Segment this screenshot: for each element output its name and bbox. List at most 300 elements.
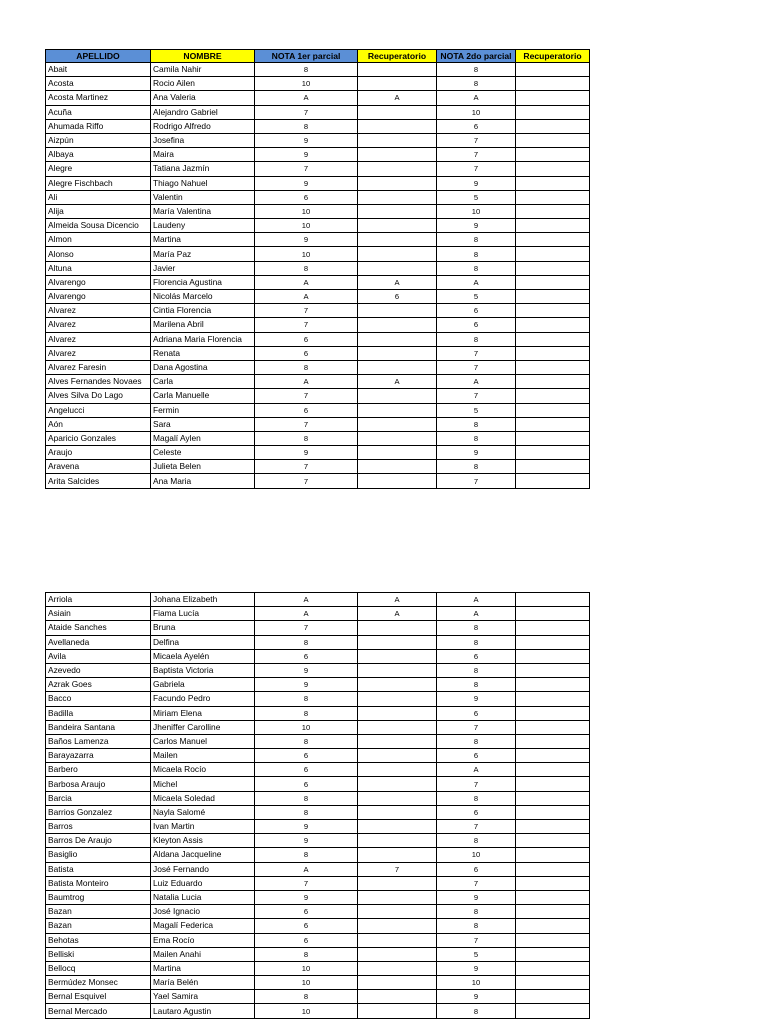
cell-recuperatorio-1	[358, 304, 437, 318]
cell-nota-1er-parcial: 10	[255, 720, 358, 734]
cell-nota-2do-parcial: 7	[437, 360, 516, 374]
cell-recuperatorio-1	[358, 63, 437, 77]
cell-recuperatorio-1	[358, 360, 437, 374]
cell-nota-2do-parcial: 10	[437, 105, 516, 119]
cell-apellido: Araujo	[46, 446, 151, 460]
cell-nota-2do-parcial: A	[437, 91, 516, 105]
cell-apellido: Batista	[46, 862, 151, 876]
cell-nota-2do-parcial: 7	[437, 933, 516, 947]
cell-recuperatorio-1	[358, 692, 437, 706]
cell-nombre: Aldana Jacqueline	[151, 848, 255, 862]
cell-nota-2do-parcial: 8	[437, 791, 516, 805]
cell-apellido: Albaya	[46, 148, 151, 162]
cell-nota-1er-parcial: 7	[255, 162, 358, 176]
cell-nota-1er-parcial: 8	[255, 692, 358, 706]
cell-nota-1er-parcial: 9	[255, 446, 358, 460]
cell-apellido: Batista Monteiro	[46, 876, 151, 890]
cell-nota-2do-parcial: 8	[437, 417, 516, 431]
cell-nota-2do-parcial: 6	[437, 706, 516, 720]
cell-recuperatorio-2	[516, 848, 590, 862]
header-nombre: NOMBRE	[151, 50, 255, 63]
cell-recuperatorio-1	[358, 734, 437, 748]
cell-recuperatorio-2	[516, 976, 590, 990]
cell-apellido: Aón	[46, 417, 151, 431]
cell-apellido: Avila	[46, 649, 151, 663]
cell-nota-2do-parcial: 8	[437, 678, 516, 692]
cell-nota-1er-parcial: 7	[255, 474, 358, 488]
table-row	[46, 678, 590, 692]
cell-recuperatorio-1	[358, 834, 437, 848]
cell-nombre: Tatiana Jazmín	[151, 162, 255, 176]
cell-recuperatorio-2	[516, 91, 590, 105]
cell-recuperatorio-1	[358, 1004, 437, 1018]
cell-nombre: Carla Manuelle	[151, 389, 255, 403]
table-row	[46, 607, 590, 621]
cell-nota-2do-parcial: 5	[437, 190, 516, 204]
cell-recuperatorio-2	[516, 593, 590, 607]
cell-apellido: Bernal Esquivel	[46, 990, 151, 1004]
cell-recuperatorio-2	[516, 431, 590, 445]
cell-nota-2do-parcial: 10	[437, 976, 516, 990]
cell-nota-1er-parcial: A	[255, 91, 358, 105]
cell-nombre: Fiama Lucía	[151, 607, 255, 621]
table-row	[46, 431, 590, 445]
cell-apellido: Alegre Fischbach	[46, 176, 151, 190]
cell-apellido: Almon	[46, 233, 151, 247]
cell-recuperatorio-1	[358, 763, 437, 777]
header-nota-1er-parcial: NOTA 1er parcial	[255, 50, 358, 63]
cell-recuperatorio-2	[516, 805, 590, 819]
cell-nota-1er-parcial: 6	[255, 933, 358, 947]
cell-nota-1er-parcial: 8	[255, 261, 358, 275]
cell-recuperatorio-2	[516, 403, 590, 417]
cell-apellido: Badilla	[46, 706, 151, 720]
cell-nota-1er-parcial: 10	[255, 1004, 358, 1018]
cell-nombre: Magalí Aylen	[151, 431, 255, 445]
table-row	[46, 947, 590, 961]
cell-nota-2do-parcial: 7	[437, 148, 516, 162]
cell-recuperatorio-2	[516, 820, 590, 834]
cell-nota-1er-parcial: 10	[255, 976, 358, 990]
cell-nota-2do-parcial: 7	[437, 133, 516, 147]
cell-nota-2do-parcial: 9	[437, 990, 516, 1004]
table-row	[46, 176, 590, 190]
cell-nota-1er-parcial: 10	[255, 219, 358, 233]
cell-nota-1er-parcial: A	[255, 275, 358, 289]
cell-apellido: Aravena	[46, 460, 151, 474]
table-row	[46, 204, 590, 218]
cell-nota-2do-parcial: 9	[437, 890, 516, 904]
table-row	[46, 148, 590, 162]
cell-nota-2do-parcial: 6	[437, 805, 516, 819]
cell-recuperatorio-1	[358, 947, 437, 961]
cell-recuperatorio-2	[516, 105, 590, 119]
cell-nombre: Nicolás Marcelo	[151, 290, 255, 304]
cell-nota-1er-parcial: 7	[255, 876, 358, 890]
table-row	[46, 474, 590, 488]
cell-nombre: Carla	[151, 375, 255, 389]
table-row	[46, 848, 590, 862]
cell-nombre: Mailen	[151, 749, 255, 763]
cell-nota-2do-parcial: 6	[437, 119, 516, 133]
cell-recuperatorio-2	[516, 162, 590, 176]
cell-recuperatorio-2	[516, 389, 590, 403]
cell-apellido: Bermúdez Monsec	[46, 976, 151, 990]
cell-nota-2do-parcial: 8	[437, 919, 516, 933]
cell-recuperatorio-2	[516, 621, 590, 635]
cell-apellido: Alvarez	[46, 346, 151, 360]
table-row	[46, 692, 590, 706]
table-row	[46, 862, 590, 876]
cell-recuperatorio-2	[516, 275, 590, 289]
cell-apellido: Acuña	[46, 105, 151, 119]
cell-apellido: Belliski	[46, 947, 151, 961]
cell-recuperatorio-2	[516, 749, 590, 763]
cell-nota-2do-parcial: 5	[437, 947, 516, 961]
cell-recuperatorio-1: A	[358, 275, 437, 289]
cell-nombre: Dana Agostina	[151, 360, 255, 374]
cell-nota-2do-parcial: 7	[437, 162, 516, 176]
cell-apellido: Acosta	[46, 77, 151, 91]
cell-nota-2do-parcial: 10	[437, 848, 516, 862]
cell-nota-2do-parcial: 8	[437, 635, 516, 649]
cell-apellido: Bacco	[46, 692, 151, 706]
cell-nombre: Martina	[151, 961, 255, 975]
cell-recuperatorio-2	[516, 190, 590, 204]
cell-apellido: Barcia	[46, 791, 151, 805]
table-row	[46, 417, 590, 431]
cell-nota-1er-parcial: 9	[255, 820, 358, 834]
cell-nota-1er-parcial: 10	[255, 961, 358, 975]
cell-recuperatorio-1	[358, 417, 437, 431]
cell-nota-1er-parcial: 7	[255, 389, 358, 403]
cell-nota-1er-parcial: 7	[255, 304, 358, 318]
table-row	[46, 961, 590, 975]
cell-recuperatorio-1	[358, 919, 437, 933]
cell-nota-1er-parcial: 6	[255, 190, 358, 204]
table-row	[46, 233, 590, 247]
cell-apellido: Aizpún	[46, 133, 151, 147]
cell-nota-2do-parcial: 5	[437, 290, 516, 304]
cell-nota-1er-parcial: 7	[255, 621, 358, 635]
cell-nota-1er-parcial: 6	[255, 749, 358, 763]
cell-nota-1er-parcial: 8	[255, 360, 358, 374]
table-row	[46, 389, 590, 403]
table-row	[46, 905, 590, 919]
cell-recuperatorio-1	[358, 791, 437, 805]
cell-nota-2do-parcial: 8	[437, 63, 516, 77]
table-row	[46, 663, 590, 677]
table-row	[46, 346, 590, 360]
cell-recuperatorio-1	[358, 446, 437, 460]
cell-nota-1er-parcial: 6	[255, 403, 358, 417]
cell-recuperatorio-1	[358, 848, 437, 862]
table-row	[46, 290, 590, 304]
cell-nombre: José Ignacio	[151, 905, 255, 919]
cell-recuperatorio-1	[358, 332, 437, 346]
table-row	[46, 77, 590, 91]
cell-recuperatorio-1	[358, 233, 437, 247]
cell-nota-1er-parcial: A	[255, 607, 358, 621]
cell-nota-1er-parcial: 6	[255, 332, 358, 346]
cell-nota-1er-parcial: 6	[255, 763, 358, 777]
cell-apellido: Asiain	[46, 607, 151, 621]
cell-apellido: Baños Lamenza	[46, 734, 151, 748]
cell-apellido: Alegre	[46, 162, 151, 176]
cell-nombre: Julieta Belen	[151, 460, 255, 474]
cell-recuperatorio-1	[358, 749, 437, 763]
cell-recuperatorio-1	[358, 678, 437, 692]
cell-nota-1er-parcial: 8	[255, 119, 358, 133]
cell-recuperatorio-2	[516, 1004, 590, 1018]
cell-nota-2do-parcial: 7	[437, 876, 516, 890]
cell-nota-1er-parcial: 6	[255, 649, 358, 663]
cell-recuperatorio-2	[516, 119, 590, 133]
cell-recuperatorio-2	[516, 763, 590, 777]
table-row	[46, 990, 590, 1004]
cell-apellido: Barbosa Araujo	[46, 777, 151, 791]
cell-apellido: Bernal Mercado	[46, 1004, 151, 1018]
cell-recuperatorio-2	[516, 706, 590, 720]
cell-nota-1er-parcial: 10	[255, 77, 358, 91]
cell-nota-2do-parcial: 8	[437, 834, 516, 848]
cell-nota-1er-parcial: 9	[255, 233, 358, 247]
cell-recuperatorio-1	[358, 621, 437, 635]
cell-nota-1er-parcial: A	[255, 290, 358, 304]
cell-nota-1er-parcial: 7	[255, 417, 358, 431]
cell-apellido: Basiglio	[46, 848, 151, 862]
cell-nota-2do-parcial: A	[437, 763, 516, 777]
cell-recuperatorio-1	[358, 219, 437, 233]
cell-nota-2do-parcial: 9	[437, 961, 516, 975]
table-row	[46, 621, 590, 635]
cell-nombre: Baptista Victoria	[151, 663, 255, 677]
cell-apellido: Bazan	[46, 919, 151, 933]
cell-apellido: Barbero	[46, 763, 151, 777]
cell-recuperatorio-2	[516, 417, 590, 431]
grades-table-bottom	[45, 592, 590, 1019]
cell-nombre: Maira	[151, 148, 255, 162]
cell-nota-2do-parcial: 8	[437, 431, 516, 445]
cell-recuperatorio-1	[358, 346, 437, 360]
cell-nombre: Kleyton Assis	[151, 834, 255, 848]
cell-nota-1er-parcial: 9	[255, 148, 358, 162]
cell-apellido: Barros	[46, 820, 151, 834]
cell-nombre: Renata	[151, 346, 255, 360]
cell-nota-2do-parcial: 8	[437, 621, 516, 635]
cell-nota-1er-parcial: A	[255, 375, 358, 389]
table-row	[46, 119, 590, 133]
cell-apellido: Alvarez	[46, 318, 151, 332]
cell-nota-1er-parcial: 8	[255, 791, 358, 805]
cell-recuperatorio-2	[516, 247, 590, 261]
table-row	[46, 403, 590, 417]
cell-recuperatorio-1	[358, 133, 437, 147]
cell-nombre: Alejandro Gabriel	[151, 105, 255, 119]
cell-recuperatorio-2	[516, 474, 590, 488]
cell-nombre: Micaela Soledad	[151, 791, 255, 805]
cell-nota-2do-parcial: 7	[437, 777, 516, 791]
cell-recuperatorio-2	[516, 204, 590, 218]
cell-nota-2do-parcial: A	[437, 593, 516, 607]
cell-nombre: Miriam Elena	[151, 706, 255, 720]
table-row	[46, 63, 590, 77]
cell-recuperatorio-1	[358, 148, 437, 162]
table-row	[46, 933, 590, 947]
cell-nota-2do-parcial: 7	[437, 389, 516, 403]
cell-nota-1er-parcial: A	[255, 593, 358, 607]
cell-nombre: María Paz	[151, 247, 255, 261]
cell-nombre: Micaela Ayelén	[151, 649, 255, 663]
cell-nota-1er-parcial: 10	[255, 247, 358, 261]
cell-recuperatorio-2	[516, 961, 590, 975]
cell-recuperatorio-2	[516, 318, 590, 332]
cell-apellido: Aparicio Gonzales	[46, 431, 151, 445]
cell-apellido: Altuna	[46, 261, 151, 275]
table-row	[46, 834, 590, 848]
cell-apellido: Azevedo	[46, 663, 151, 677]
cell-nombre: Cintia Florencia	[151, 304, 255, 318]
cell-nombre: Yael Samira	[151, 990, 255, 1004]
cell-nota-1er-parcial: 6	[255, 905, 358, 919]
cell-nombre: Rodrigo Alfredo	[151, 119, 255, 133]
table-row	[46, 1004, 590, 1018]
cell-apellido: Arriola	[46, 593, 151, 607]
cell-recuperatorio-2	[516, 791, 590, 805]
cell-nombre: María Belén	[151, 976, 255, 990]
grades-table-top	[45, 49, 590, 489]
cell-recuperatorio-2	[516, 692, 590, 706]
cell-nota-2do-parcial: 8	[437, 77, 516, 91]
cell-nota-2do-parcial: 8	[437, 261, 516, 275]
table-row	[46, 791, 590, 805]
cell-recuperatorio-1	[358, 204, 437, 218]
cell-nombre: Valentin	[151, 190, 255, 204]
cell-nota-2do-parcial: 8	[437, 332, 516, 346]
cell-apellido: Abait	[46, 63, 151, 77]
cell-recuperatorio-2	[516, 834, 590, 848]
table-row	[46, 91, 590, 105]
cell-apellido: Bandeira Santana	[46, 720, 151, 734]
cell-apellido: Bellocq	[46, 961, 151, 975]
table-row	[46, 318, 590, 332]
cell-nombre: Laudeny	[151, 219, 255, 233]
cell-nombre: Luiz Eduardo	[151, 876, 255, 890]
cell-nota-1er-parcial: 7	[255, 318, 358, 332]
cell-nombre: Fermin	[151, 403, 255, 417]
cell-apellido: Azrak Goes	[46, 678, 151, 692]
table-row	[46, 777, 590, 791]
cell-recuperatorio-2	[516, 607, 590, 621]
cell-nota-2do-parcial: 8	[437, 905, 516, 919]
cell-nombre: José Fernando	[151, 862, 255, 876]
cell-recuperatorio-2	[516, 233, 590, 247]
cell-recuperatorio-1	[358, 431, 437, 445]
cell-nota-1er-parcial: 9	[255, 834, 358, 848]
cell-apellido: Alvarengo	[46, 290, 151, 304]
cell-apellido: Arita Salcides	[46, 474, 151, 488]
cell-recuperatorio-1	[358, 890, 437, 904]
cell-recuperatorio-1	[358, 820, 437, 834]
cell-nombre: Ema Rocío	[151, 933, 255, 947]
table-row	[46, 919, 590, 933]
cell-recuperatorio-1	[358, 247, 437, 261]
cell-nota-2do-parcial: 7	[437, 720, 516, 734]
table-row	[46, 820, 590, 834]
cell-nombre: Mailen Anahi	[151, 947, 255, 961]
cell-nota-1er-parcial: 8	[255, 848, 358, 862]
cell-recuperatorio-1	[358, 805, 437, 819]
cell-nombre: María Valentina	[151, 204, 255, 218]
cell-recuperatorio-2	[516, 346, 590, 360]
header-recuperatorio-2: Recuperatorio	[516, 50, 590, 63]
cell-apellido: Avellaneda	[46, 635, 151, 649]
cell-nombre: Camila Nahir	[151, 63, 255, 77]
grades-table-bottom-body	[46, 593, 590, 1019]
cell-recuperatorio-1: 7	[358, 862, 437, 876]
header-apellido: APELLIDO	[46, 50, 151, 63]
cell-apellido: Alija	[46, 204, 151, 218]
cell-recuperatorio-1	[358, 119, 437, 133]
cell-nota-2do-parcial: 8	[437, 1004, 516, 1018]
cell-apellido: Alvarengo	[46, 275, 151, 289]
cell-nota-2do-parcial: 8	[437, 663, 516, 677]
table-row	[46, 162, 590, 176]
table-row	[46, 375, 590, 389]
cell-nombre: Facundo Pedro	[151, 692, 255, 706]
cell-apellido: Ahumada Riffo	[46, 119, 151, 133]
cell-recuperatorio-2	[516, 933, 590, 947]
cell-recuperatorio-1: A	[358, 607, 437, 621]
cell-apellido: Almeida Sousa Dicencio	[46, 219, 151, 233]
cell-nota-2do-parcial: 8	[437, 734, 516, 748]
cell-recuperatorio-1: A	[358, 91, 437, 105]
cell-nota-2do-parcial: 6	[437, 862, 516, 876]
cell-recuperatorio-2	[516, 734, 590, 748]
cell-recuperatorio-2	[516, 947, 590, 961]
cell-nota-2do-parcial: 10	[437, 204, 516, 218]
cell-nombre: Michel	[151, 777, 255, 791]
cell-nombre: Jheniffer Carolline	[151, 720, 255, 734]
cell-nombre: Nayla Salomé	[151, 805, 255, 819]
cell-apellido: Barrios Gonzalez	[46, 805, 151, 819]
table-row	[46, 763, 590, 777]
header-nota-2do-parcial: NOTA 2do parcial	[437, 50, 516, 63]
table-row	[46, 105, 590, 119]
cell-nota-2do-parcial: 8	[437, 247, 516, 261]
cell-recuperatorio-2	[516, 261, 590, 275]
cell-recuperatorio-1	[358, 460, 437, 474]
cell-apellido: Alves Silva Do Lago	[46, 389, 151, 403]
cell-nombre: Ivan Martin	[151, 820, 255, 834]
cell-recuperatorio-2	[516, 460, 590, 474]
cell-recuperatorio-1	[358, 162, 437, 176]
table-row	[46, 332, 590, 346]
cell-recuperatorio-2	[516, 890, 590, 904]
cell-nombre: Florencia Agustina	[151, 275, 255, 289]
table-row	[46, 360, 590, 374]
cell-nombre: Celeste	[151, 446, 255, 460]
cell-recuperatorio-2	[516, 360, 590, 374]
cell-recuperatorio-2	[516, 446, 590, 460]
cell-recuperatorio-1: A	[358, 593, 437, 607]
cell-nombre: Natalia Lucia	[151, 890, 255, 904]
cell-nota-1er-parcial: 9	[255, 133, 358, 147]
cell-nota-2do-parcial: 8	[437, 460, 516, 474]
cell-recuperatorio-2	[516, 876, 590, 890]
cell-recuperatorio-2	[516, 635, 590, 649]
cell-recuperatorio-2	[516, 304, 590, 318]
